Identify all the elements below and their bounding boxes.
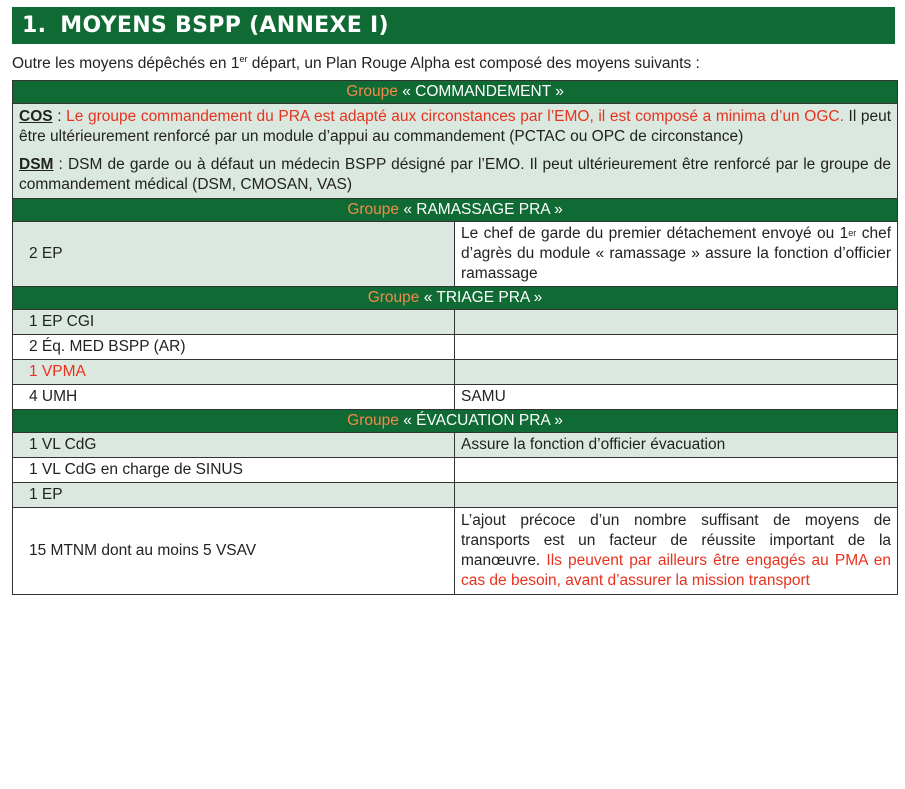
evacuation-right bbox=[455, 483, 898, 508]
evacuation-note: L’ajout précoce d’un nombre suffisant de moyens de transports est un facteur de réussite important de la manœuvre. bbox=[461, 512, 892, 569]
group-name-triage: « TRIAGE PRA » bbox=[423, 289, 543, 306]
group-name-commandement: « COMMANDEMENT » bbox=[402, 83, 564, 100]
triage-left: 4 UMH bbox=[13, 385, 455, 410]
group-name-ramassage: « RAMASSAGE PRA » bbox=[403, 201, 563, 218]
triage-left: 2 Éq. MED BSPP (AR) bbox=[13, 335, 455, 360]
cos-text: Il peut être ultérieurement renforcé par un module d’appui au commandement (PCTAC ou OPC de circonstance) bbox=[19, 108, 892, 145]
evacuation-right bbox=[455, 458, 898, 483]
triage-right bbox=[455, 360, 898, 385]
triage-row bbox=[13, 385, 898, 410]
group-word: Groupe bbox=[367, 289, 420, 306]
triage-row bbox=[13, 310, 898, 335]
ramassage-text-b: chef d’agrès du module « ramassage » assure la fonction d’officier ramassage bbox=[461, 225, 892, 282]
triage-row bbox=[13, 360, 898, 385]
intro-superscript: er bbox=[239, 54, 248, 64]
evacuation-left: 15 MTNM dont au moins 5 VSAV bbox=[13, 508, 455, 595]
section-title-text: MOYENS BSPP (ANNEXE I) bbox=[60, 13, 389, 38]
evacuation-left: 1 EP bbox=[13, 483, 455, 508]
group-word: Groupe bbox=[347, 412, 399, 429]
dsm-paragraph bbox=[19, 155, 891, 195]
section-title bbox=[12, 7, 895, 44]
cos-paragraph bbox=[19, 107, 891, 147]
evacuation-row bbox=[13, 508, 898, 595]
ramassage-right bbox=[455, 222, 898, 287]
ramassage-left: 2 EP bbox=[13, 222, 455, 287]
ramassage-text-a: Le chef de garde du premier détachement envoyé ou 1 bbox=[461, 225, 849, 242]
triage-row bbox=[13, 335, 898, 360]
evacuation-row bbox=[13, 458, 898, 483]
dsm-text: : DSM de garde ou à défaut un médecin BSPP désigné par l’EMO. Il peut ultérieurement être renforcé par le groupe de commandement médical (DSM, CMOSAN, VAS) bbox=[19, 156, 892, 193]
cos-label: COS bbox=[19, 108, 53, 125]
evacuation-right: Assure la fonction d’officier évacuation bbox=[455, 433, 898, 458]
group-name-evacuation: « ÉVACUATION PRA » bbox=[403, 412, 563, 429]
group-header-ramassage bbox=[13, 199, 898, 222]
triage-right bbox=[455, 335, 898, 360]
ramassage-superscript: er bbox=[848, 228, 857, 238]
intro-text-end: départ, un Plan Rouge Alpha est composé des moyens suivants : bbox=[247, 55, 700, 72]
evacuation-note-red: Ils peuvent par ailleurs être engagés au PMA en cas de besoin, avant d’assurer la mission transport bbox=[461, 552, 892, 589]
group-header-triage bbox=[13, 287, 898, 310]
commandement-row bbox=[13, 104, 898, 199]
triage-right bbox=[455, 310, 898, 335]
group-word: Groupe bbox=[346, 83, 398, 100]
evacuation-row bbox=[13, 483, 898, 508]
means-table bbox=[12, 80, 898, 595]
triage-right: SAMU bbox=[455, 385, 898, 410]
intro-text-start: Outre les moyens dépêchés en 1 bbox=[12, 55, 240, 72]
cos-red-text: Le groupe commandement du PRA est adapté aux circonstances par l’EMO, il est composé a minima d’un OGC. bbox=[66, 108, 844, 125]
evacuation-left: 1 VL CdG en charge de SINUS bbox=[13, 458, 455, 483]
triage-left: 1 VPMA bbox=[13, 360, 455, 385]
dsm-label: DSM bbox=[19, 156, 54, 173]
group-header-evacuation bbox=[13, 410, 898, 433]
evacuation-right bbox=[455, 508, 898, 595]
triage-left: 1 EP CGI bbox=[13, 310, 455, 335]
group-word: Groupe bbox=[347, 201, 400, 218]
section-number: 1. bbox=[22, 13, 47, 38]
cos-separator: : bbox=[52, 108, 67, 125]
evacuation-left: 1 VL CdG bbox=[13, 433, 455, 458]
group-header-commandement bbox=[13, 81, 898, 104]
intro-paragraph bbox=[12, 55, 895, 73]
ramassage-row bbox=[13, 222, 898, 287]
evacuation-row bbox=[13, 433, 898, 458]
